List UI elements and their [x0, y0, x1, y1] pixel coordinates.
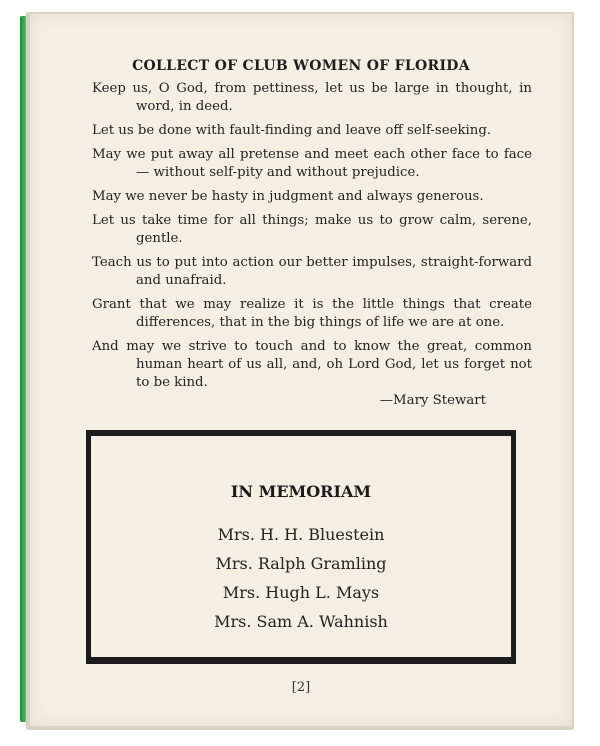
collect-author: —Mary Stewart [379, 393, 486, 408]
in-memoriam-title: IN MEMORIAM [230, 482, 372, 501]
collect-verse: Keep us, O God, from pettiness, let us be large in thought, in word, in deed. [92, 81, 532, 114]
collect-verse: May we put away all pretense and meet each other face to face— without self-pity and without prejudice. [92, 147, 532, 180]
collect-verse: And may we strive to touch and to know the great, common human heart of us all, and, oh Lord God, let us forget not to be kind. [92, 339, 532, 390]
in-memoriam-box [86, 430, 516, 664]
collect-prayer [92, 80, 532, 398]
collect-verse: Let us be done with fault-finding and leave off self-seeking. [92, 123, 492, 138]
collect-verse: Let us take time for all things; make us to grow calm, serene, gentle. [92, 213, 532, 246]
memoriam-name: Mrs. Hugh L. Mays [222, 583, 380, 602]
memoriam-name: Mrs. H. H. Bluestein [217, 525, 385, 544]
booklet-page [30, 14, 572, 726]
collect-verse: Teach us to put into action our better impulses, straight-forward and unafraid. [92, 255, 532, 288]
page-number: [2] [291, 680, 311, 695]
memoriam-name: Mrs. Ralph Gramling [215, 554, 387, 573]
collect-verse: Grant that we may realize it is the little things that create differences, that in the big things of life we are at one. [92, 297, 532, 330]
memoriam-names [91, 520, 511, 636]
collect-verse: May we never be hasty in judgment and always generous. [92, 189, 484, 204]
collect-title: COLLECT OF CLUB WOMEN OF FLORIDA [132, 58, 470, 74]
memoriam-name: Mrs. Sam A. Wahnish [214, 612, 388, 631]
